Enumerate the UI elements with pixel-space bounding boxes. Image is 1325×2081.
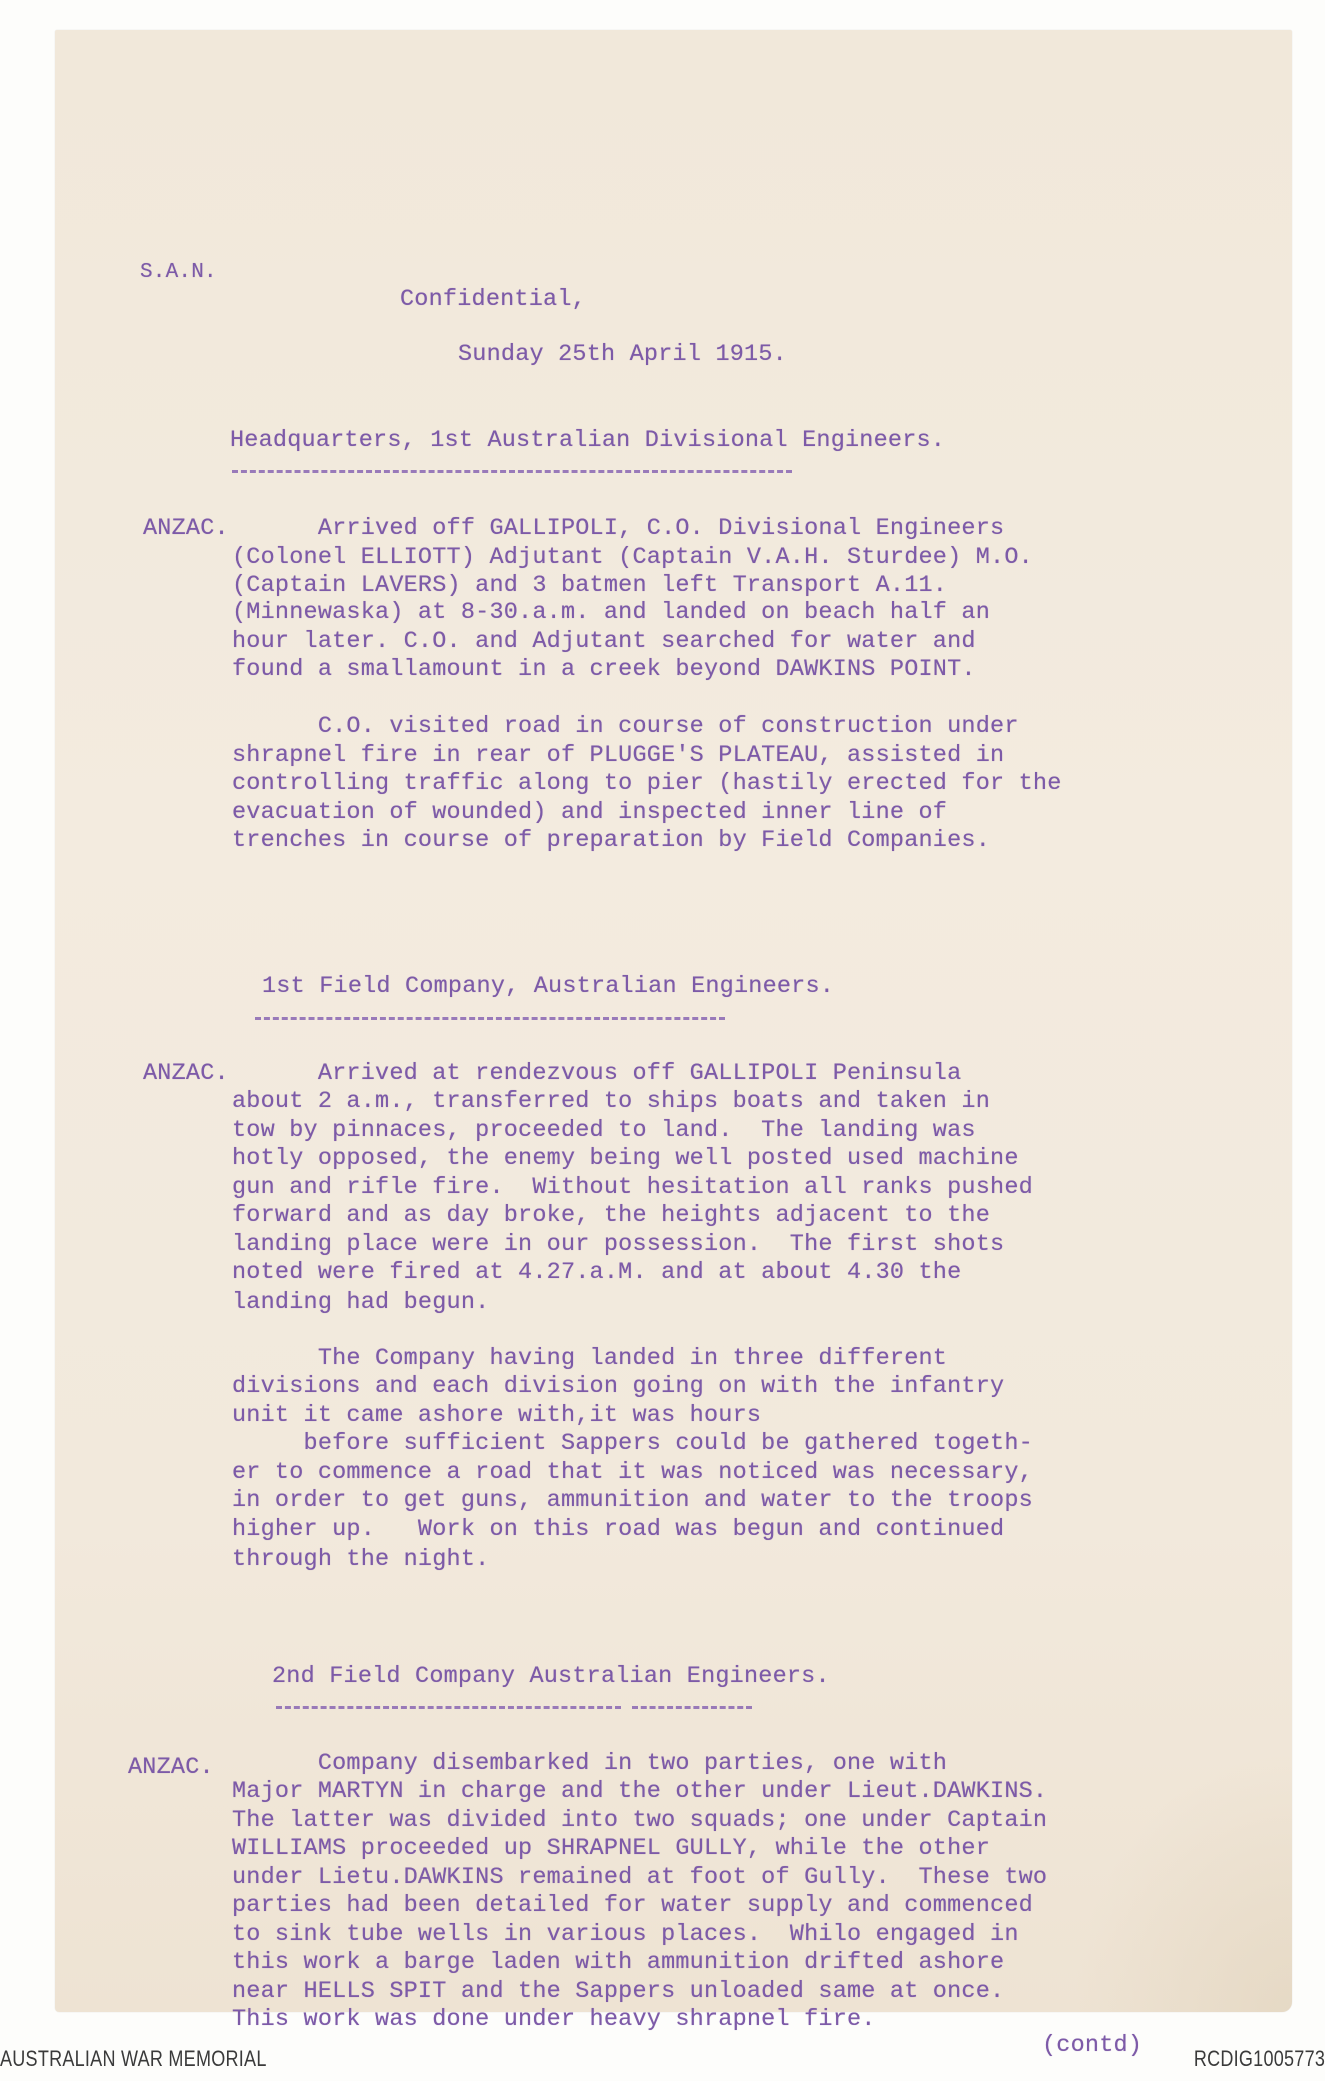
location-label: ANZAC. (143, 515, 229, 542)
heading-underline (632, 1706, 752, 1709)
document-page (55, 30, 1292, 2012)
text-line: this work a barge laden with ammunition drifted ashore (232, 1949, 1005, 1976)
catalogue-id: RCDIG1005773 (1193, 2046, 1325, 2071)
text-line: (Minnewaska) at 8-30.a.m. and landed on beach half an (232, 599, 991, 626)
text-line: tow by pinnaces, proceeded to land. The landing was (232, 1116, 976, 1144)
text-line: The Company having landed in three different (232, 1344, 948, 1372)
text-line: through the night. (232, 1545, 490, 1573)
text-line: divisions and each division going on with the infantry (232, 1373, 1005, 1400)
text-line: found a smallamount in a creek beyond DAWKINS POINT. (232, 656, 976, 683)
text-line: Company disembarked in two parties, one with (232, 1749, 948, 1777)
document-date: Sunday 25th April 1915. (458, 341, 787, 368)
text-line: The latter was divided into two squads; one under Captain (232, 1806, 1048, 1834)
text-line: evacuation of wounded) and inspected inner line of (232, 798, 948, 826)
section-heading-hq: Headquarters, 1st Australian Divisional Engineers. (230, 426, 946, 454)
reference-mark: S.A.N. (140, 260, 217, 284)
section-heading-2nd-field-company: 2nd Field Company Australian Engineers. (272, 1662, 830, 1690)
text-line: to sink tube wells in various places. Whilo engaged in (232, 1920, 1019, 1948)
text-line: trenches in course of preparation by Field Companies. (232, 827, 991, 854)
text-line: Arrived at rendezvous off GALLIPOLI Peninsula (232, 1059, 962, 1087)
text-line: (Colonel ELLIOTT) Adjutant (Captain V.A.H. Sturdee) M.O. (232, 543, 1033, 571)
text-line: gun and rifle fire. Without hesitation all ranks pushed (232, 1173, 1033, 1201)
text-line: parties had been detailed for water supply and commenced (232, 1892, 1033, 1919)
text-line: before sufficient Sappers could be gathered togeth- (232, 1430, 1033, 1457)
text-line: in order to get guns, ammunition and water to the troops (232, 1487, 1033, 1514)
archive-source: AUSTRALIAN WAR MEMORIAL (0, 2046, 267, 2071)
text-line: hour later. C.O. and Adjutant searched for water and (232, 627, 976, 655)
text-line: forward and as day broke, the heights adjacent to the (232, 1202, 991, 1229)
text-line: landing place were in our possession. The first shots (232, 1230, 1005, 1258)
text-line: hotly opposed, the enemy being well posted used machine (232, 1145, 1019, 1172)
text-line: WILLIAMS proceeded up SHRAPNEL GULLY, while the other (232, 1835, 991, 1862)
location-label: ANZAC. (143, 1059, 229, 1087)
text-line: Arrived off GALLIPOLI, C.O. Divisional Engineers (232, 515, 1005, 542)
text-line: landing had begun. (232, 1289, 490, 1316)
text-line: This work was done under heavy shrapnel fire. (232, 2006, 876, 2033)
classification: Confidential, (400, 285, 586, 313)
text-line: higher up. Work on this road was begun and continued (232, 1515, 1005, 1543)
text-line: about 2 a.m., transferred to ships boats and taken in (232, 1088, 991, 1115)
text-line: near HELLS SPIT and the Sappers unloaded same at once. (232, 1977, 1005, 2005)
text-line: (Captain LAVERS) and 3 batmen left Transport A.11. (232, 572, 948, 599)
text-line: noted were fired at 4.27.a.M. and at about 4.30 the (232, 1259, 962, 1286)
text-line: Major MARTYN in charge and the other under Lieut.DAWKINS. (232, 1778, 1048, 1805)
text-line: controlling traffic along to pier (hastily erected for the (232, 770, 1062, 797)
text-line: shrapnel fire in rear of PLUGGE'S PLATEAU, assisted in (232, 741, 1005, 769)
text-line: under Lietu.DAWKINS remained at foot of Gully. These two (232, 1863, 1048, 1891)
continuation-note: (contd) (1042, 2031, 1143, 2059)
location-label: ANZAC. (128, 1754, 214, 1781)
text-line: er to commence a road that it was noticed was necessary, (232, 1458, 1033, 1486)
text-line: unit it came ashore with,it was hours (232, 1401, 762, 1429)
text-line: C.O. visited road in course of construction under (232, 713, 1019, 740)
heading-underline (232, 470, 792, 473)
heading-underline (276, 1706, 621, 1709)
section-heading-1st-field-company: 1st Field Company, Australian Engineers. (262, 972, 835, 1000)
heading-underline (255, 1017, 725, 1020)
